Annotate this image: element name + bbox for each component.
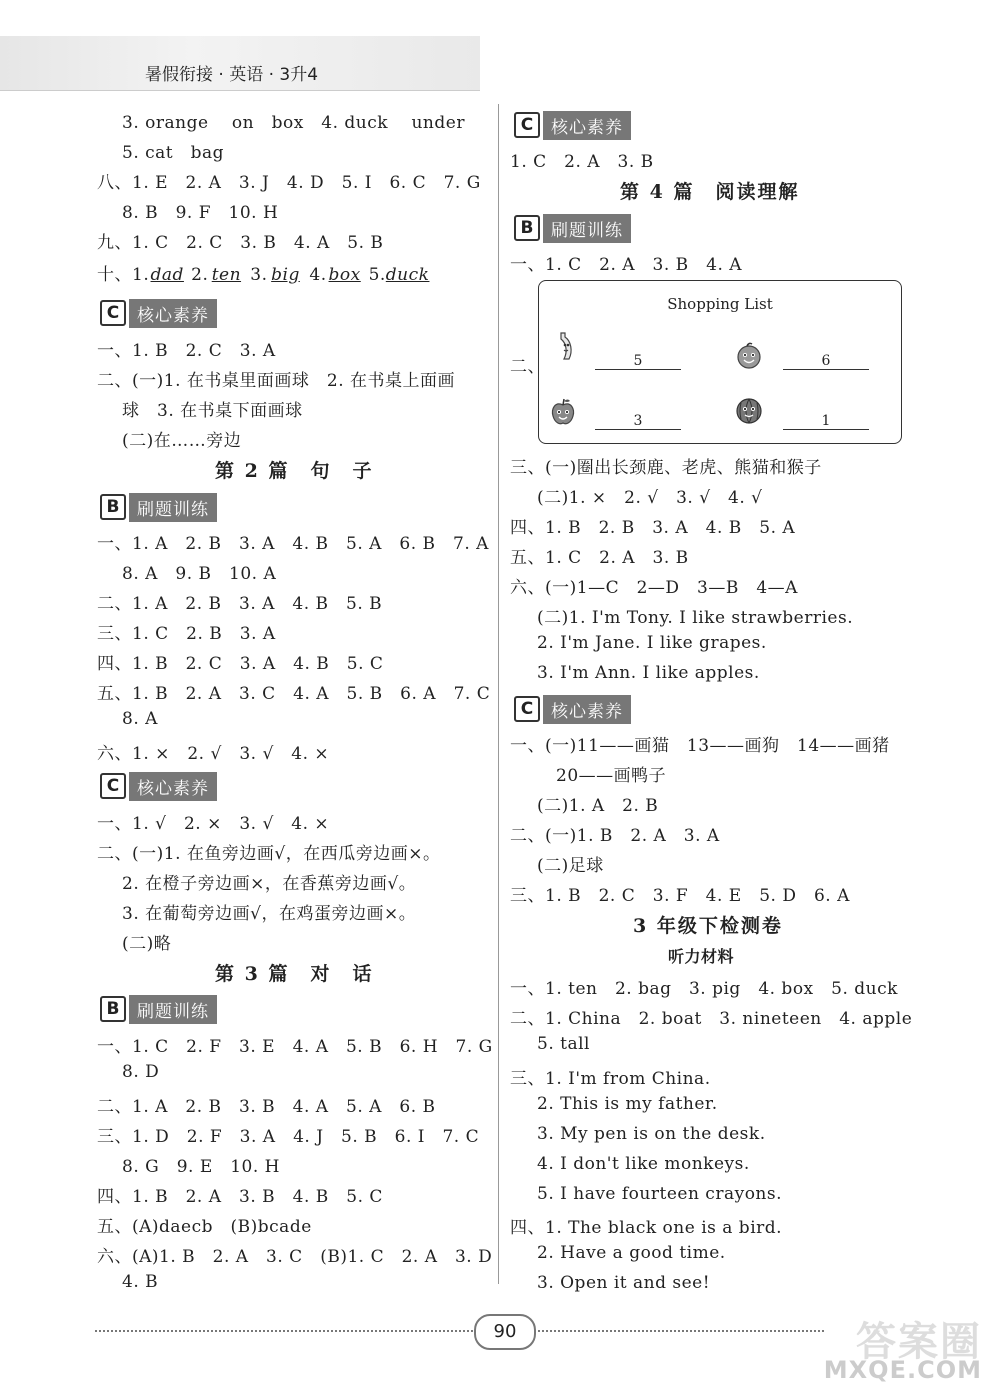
answer-line: 5. I have fourteen crayons. bbox=[537, 1184, 783, 1204]
answer-line: 四、1. The black one is a bird. bbox=[510, 1218, 783, 1238]
answer-line: 2. I'm Jane. I like grapes. bbox=[537, 633, 767, 653]
shopping-list-box bbox=[538, 280, 902, 444]
answer-prefix: 十、 bbox=[97, 265, 132, 285]
answer-line: 3. 在葡萄旁边画√，在鸡蛋旁边画×。 bbox=[122, 904, 417, 924]
answer-line: (二)足球 bbox=[537, 856, 604, 876]
answer-line: 1. C 2. A 3. B bbox=[510, 152, 654, 172]
item-number: 4. bbox=[309, 265, 327, 285]
answer-line: 8. D bbox=[122, 1062, 160, 1082]
answer-line: 二、(一)1. 在鱼旁边画√，在西瓜旁边画×。 bbox=[97, 844, 441, 864]
handwriting-answers bbox=[97, 260, 430, 285]
answer-prefix: 二、 bbox=[510, 357, 545, 377]
answer-line: 九、1. C 2. C 3. B 4. A 5. B bbox=[97, 233, 384, 253]
answer-line: 一、(一)11——画猫 13——画狗 14——画猪 bbox=[510, 736, 890, 756]
answer-line: 二、(一)1. 在书桌里面画球 2. 在书桌上面画 bbox=[97, 371, 456, 391]
handwritten-word: big bbox=[271, 265, 300, 285]
badge-label: 核心素养 bbox=[543, 111, 631, 140]
answer-line: 8. A 9. B 10. A bbox=[122, 564, 277, 584]
badge-letter: B bbox=[100, 996, 126, 1022]
badge-label: 核心素养 bbox=[129, 299, 217, 328]
answer-line: 二、(一)1. B 2. A 3. A bbox=[510, 826, 720, 846]
watermark-url: MXQE.COM bbox=[823, 1356, 982, 1384]
answer-line: 三、1. I'm from China. bbox=[510, 1069, 711, 1089]
answer-line: (二)在……旁边 bbox=[122, 431, 242, 451]
badge-label: 核心素养 bbox=[129, 772, 217, 801]
item-number: 1. bbox=[132, 265, 150, 285]
answer-line: 三、1. C 2. B 3. A bbox=[97, 624, 276, 644]
answer-line: 五、1. B 2. A 3. C 4. A 5. B 6. A 7. C bbox=[97, 684, 491, 704]
answer-line: 一、1. B 2. C 3. A bbox=[97, 341, 276, 361]
answer-line: 3. orange on box 4. duck under bbox=[122, 113, 465, 133]
page-number: 90 bbox=[474, 1314, 536, 1350]
apple-icon bbox=[549, 397, 577, 427]
section-badge bbox=[100, 494, 217, 520]
footer-rule-right bbox=[534, 1330, 824, 1332]
section-subtitle: 听力材料 bbox=[668, 947, 735, 966]
section-title: 第 4 篇 阅读理解 bbox=[620, 181, 800, 203]
watermelon-icon bbox=[735, 395, 763, 425]
item-number: 3. bbox=[250, 265, 268, 285]
answer-line: 三、1. D 2. F 3. A 4. J 5. B 6. I 7. C bbox=[97, 1127, 480, 1147]
answer-line: 8. B 9. F 10. H bbox=[122, 203, 279, 223]
handwritten-word: duck bbox=[385, 265, 430, 285]
badge-letter: C bbox=[100, 773, 126, 799]
answer-line: 二、1. A 2. B 3. B 4. A 5. A 6. B bbox=[97, 1097, 436, 1117]
answer-line: 一、1. C 2. A 3. B 4. A bbox=[510, 255, 743, 275]
answer-line: 三、(一)圈出长颈鹿、老虎、熊猫和猴子 bbox=[510, 458, 822, 478]
banana-icon bbox=[551, 331, 579, 361]
watermark-logo bbox=[812, 1310, 982, 1390]
item-number: 2. bbox=[191, 265, 209, 285]
section-title: 3 年级下检测卷 bbox=[633, 915, 783, 937]
badge-letter: B bbox=[100, 494, 126, 520]
answer-line: 三、1. B 2. C 3. F 4. E 5. D 6. A bbox=[510, 886, 850, 906]
item-number: 5. bbox=[368, 265, 386, 285]
orange-answer: 6 bbox=[783, 353, 869, 370]
badge-label: 刷题训练 bbox=[129, 995, 217, 1024]
handwritten-word: ten bbox=[211, 265, 242, 285]
answer-line: 2. This is my father. bbox=[537, 1094, 718, 1114]
answer-line: 一、1. √ 2. × 3. √ 4. × bbox=[97, 814, 330, 834]
badge-letter: C bbox=[514, 112, 540, 138]
answer-line: 20——画鸭子 bbox=[556, 766, 667, 786]
column-divider bbox=[498, 104, 499, 1284]
answer-line: (二)1. × 2. √ 3. √ 4. √ bbox=[537, 488, 763, 508]
answer-line: (二)1. I'm Tony. I like strawberries. bbox=[537, 608, 854, 628]
header-title: 暑假衔接 · 英语 · 3升4 bbox=[145, 65, 319, 85]
answer-line: 一、1. A 2. B 3. A 4. B 5. A 6. B 7. A bbox=[97, 534, 489, 554]
answer-line: 5. cat bag bbox=[122, 143, 225, 163]
answer-line: 二、1. A 2. B 3. A 4. B 5. B bbox=[97, 594, 383, 614]
section-badge bbox=[514, 696, 631, 722]
answer-line: 六、(A)1. B 2. A 3. C (B)1. C 2. A 3. D bbox=[97, 1247, 493, 1267]
watermelon-answer: 1 bbox=[783, 413, 869, 430]
footer-rule-left bbox=[95, 1330, 473, 1332]
banana-answer: 5 bbox=[595, 353, 681, 370]
section-title: 第 2 篇 句 子 bbox=[215, 460, 374, 482]
answer-line: 5. tall bbox=[537, 1034, 590, 1054]
section-badge bbox=[100, 996, 217, 1022]
handwritten-word: box bbox=[328, 265, 361, 285]
handwritten-word: dad bbox=[150, 265, 184, 285]
badge-label: 刷题训练 bbox=[543, 214, 631, 243]
answer-line: 四、1. B 2. C 3. A 4. B 5. C bbox=[97, 654, 384, 674]
shopping-list-title: Shopping List bbox=[667, 295, 773, 313]
watermark-text: 答案圈 bbox=[856, 1319, 982, 1365]
answer-line: 4. B bbox=[122, 1272, 159, 1292]
answer-line: 四、1. B 2. A 3. B 4. B 5. C bbox=[97, 1187, 383, 1207]
answer-line: 3. I'm Ann. I like apples. bbox=[537, 663, 760, 683]
answer-line: 四、1. B 2. B 3. A 4. B 5. A bbox=[510, 518, 796, 538]
answer-line: 二、1. China 2. boat 3. nineteen 4. apple bbox=[510, 1009, 913, 1029]
section-badge bbox=[100, 773, 217, 799]
answer-line: 4. I don't like monkeys. bbox=[537, 1154, 750, 1174]
section-badge bbox=[514, 215, 631, 241]
page-header bbox=[0, 36, 480, 91]
badge-label: 刷题训练 bbox=[129, 493, 217, 522]
answer-line: 球 3. 在书桌下面画球 bbox=[122, 401, 303, 421]
section-badge bbox=[514, 112, 631, 138]
orange-icon bbox=[735, 341, 763, 371]
answer-line: 一、1. C 2. F 3. E 4. A 5. B 6. H 7. G bbox=[97, 1037, 493, 1057]
answer-line: (二)略 bbox=[122, 934, 172, 954]
answer-line: 八、1. E 2. A 3. J 4. D 5. I 6. C 7. G bbox=[97, 173, 481, 193]
badge-letter: C bbox=[100, 300, 126, 326]
answer-line: 五、(A)daecb (B)bcade bbox=[97, 1217, 312, 1237]
apple-answer: 3 bbox=[595, 413, 681, 430]
answer-line: 3. Open it and see! bbox=[537, 1273, 711, 1293]
answer-line: 3. My pen is on the desk. bbox=[537, 1124, 766, 1144]
answer-line: 六、1. × 2. √ 3. √ 4. × bbox=[97, 744, 330, 764]
badge-letter: B bbox=[514, 215, 540, 241]
answer-line: (二)1. A 2. B bbox=[537, 796, 659, 816]
section-badge bbox=[100, 300, 217, 326]
answer-line: 五、1. C 2. A 3. B bbox=[510, 548, 689, 568]
answer-line: 2. 在橙子旁边画×，在香蕉旁边画√。 bbox=[122, 874, 417, 894]
badge-label: 核心素养 bbox=[543, 695, 631, 724]
badge-letter: C bbox=[514, 696, 540, 722]
answer-line: 一、1. ten 2. bag 3. pig 4. box 5. duck bbox=[510, 979, 898, 999]
answer-line: 2. Have a good time. bbox=[537, 1243, 726, 1263]
answer-line: 六、(一)1—C 2—D 3—B 4—A bbox=[510, 578, 798, 598]
answer-line: 8. A bbox=[122, 709, 158, 729]
section-title: 第 3 篇 对 话 bbox=[215, 963, 374, 985]
answer-line: 8. G 9. E 10. H bbox=[122, 1157, 281, 1177]
